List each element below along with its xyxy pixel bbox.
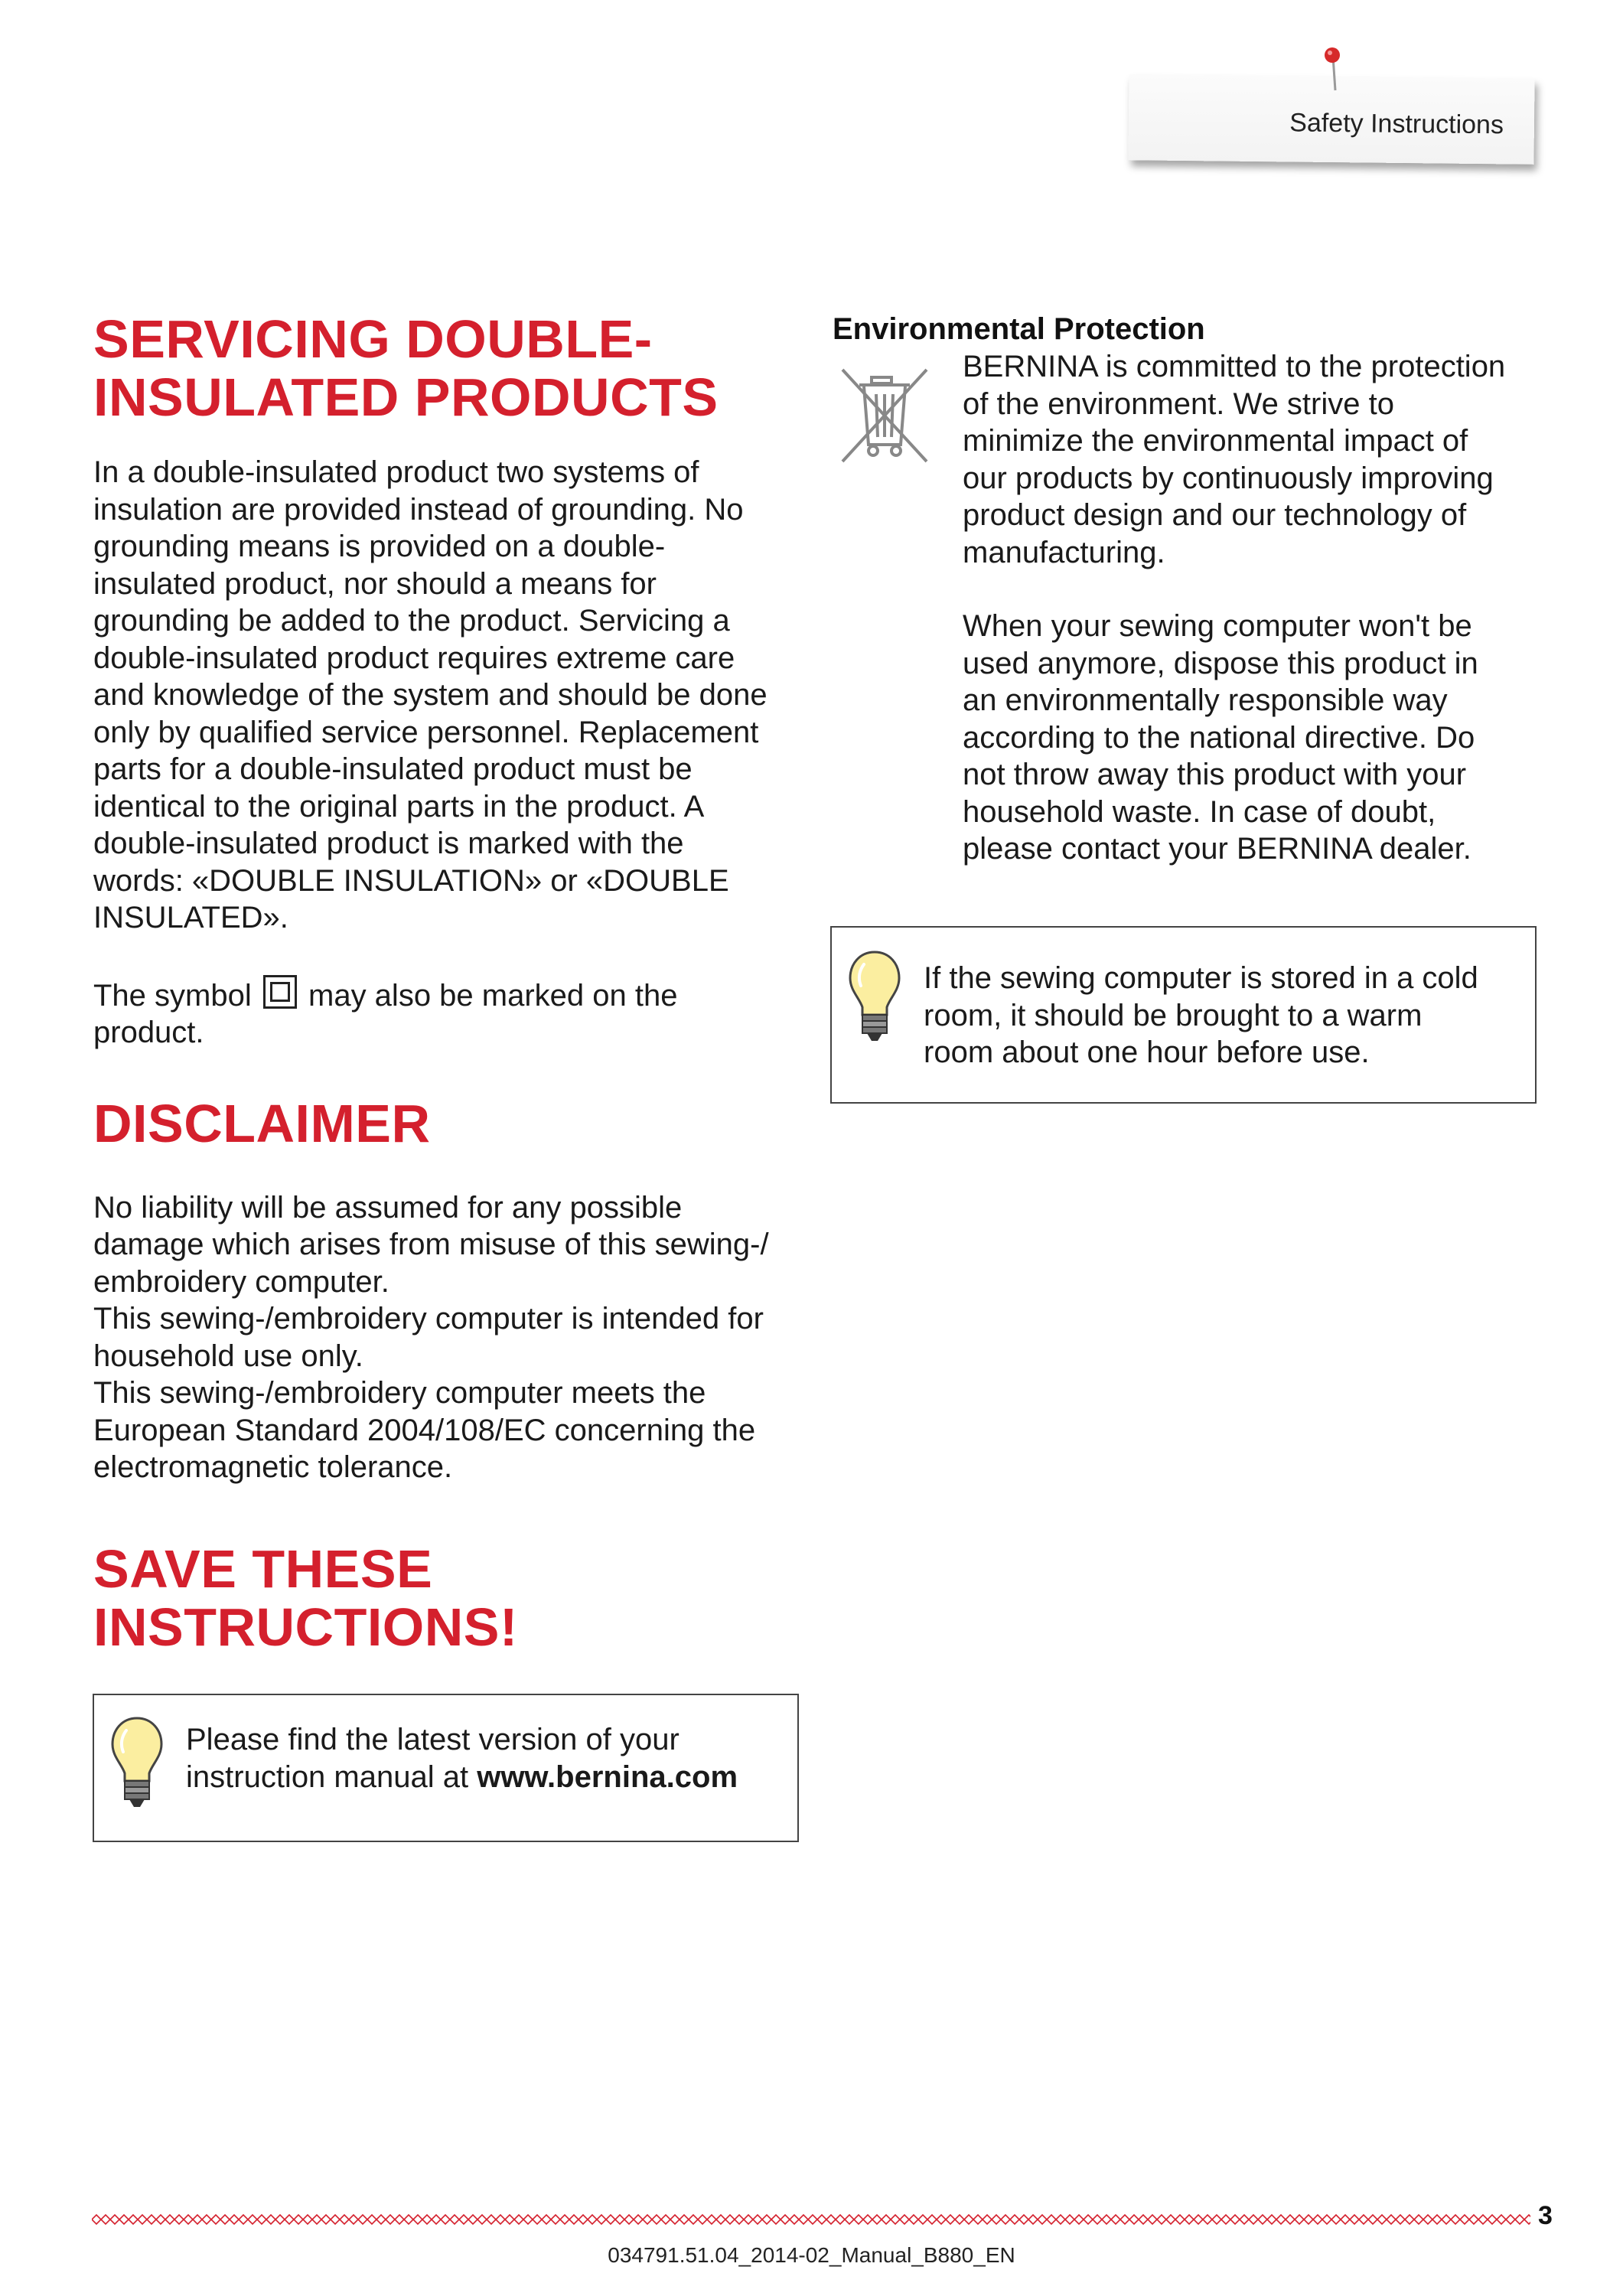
symbol-text-before: The symbol — [93, 978, 252, 1013]
environment-paragraph-1: BERNINA is committed to the protection of the environment. We strive to minimize the environmental impact of our products by continuously improving product design and our technology of manufacturing. — [963, 350, 1506, 569]
environment-paragraph-2: When your sewing computer won't be used anymore, dispose this product in an environmentally responsible way according to the national directive. Do not throw away this product with your household waste. In case of doubt, please contact your BERNINA dealer. — [963, 609, 1478, 866]
crossed-bin-icon — [836, 364, 936, 471]
left-column — [93, 310, 805, 1656]
disclaimer-body — [93, 1189, 805, 1486]
servicing-paragraph: In a double-insulated product two systems of insulation are provided instead of grounding. No grounding means is provided on a double- insulated product, nor should a means for grounding be added to the product. Servicing a double-insulated product requires extreme care and knowledge of the system and should be done only by qualified service personnel. Replacement parts for a double-insulated product must be identical to the original parts in the product. A double-insulated product is marked with the words: «DOUBLE INSULATION» or «DOUBLE INSULATED». — [93, 455, 768, 934]
page-number: 3 — [1538, 2201, 1553, 2230]
bernina-website-link[interactable]: www.bernina.com — [477, 1760, 738, 1794]
lightbulb-icon — [846, 947, 904, 1047]
disclaimer-paragraph: No liability will be assumed for any possible damage which arises from misuse of this sewing-/ embroidery computer. This sewing-/embroidery computer is intended for household use only. This sewing-/embroidery computer meets the European Standard 2004/108/EC concerning the electromagnetic tolerance. — [93, 1190, 769, 1484]
manual-tip-text — [186, 1721, 738, 1795]
manual-tip-box — [93, 1694, 799, 1842]
document-code: 034791.51.04_2014-02_Manual_B880_EN — [608, 2243, 1015, 2267]
servicing-heading: SERVICING DOUBLE- INSULATED PRODUCTS — [93, 309, 719, 427]
pushpin-icon — [1322, 46, 1345, 92]
servicing-body — [93, 454, 805, 937]
footer-decorative-rule — [92, 2210, 1530, 2229]
environment-heading: Environmental Protection — [833, 312, 1205, 346]
manual-tip-prefix: Please find the latest version of your instruction manual at — [186, 1723, 680, 1794]
right-column — [833, 312, 1537, 868]
symbol-text-end: product. — [93, 1016, 204, 1049]
lightbulb-icon — [108, 1714, 166, 1813]
symbol-note — [93, 975, 805, 1052]
double-insulation-icon — [263, 975, 297, 1009]
save-instructions-heading: SAVE THESE INSTRUCTIONS! — [93, 1538, 518, 1657]
disclaimer-heading: DISCLAIMER — [93, 1093, 431, 1153]
environment-content — [833, 348, 1537, 868]
environment-body-1 — [963, 348, 1537, 571]
section-tab-label: Safety Instructions — [1289, 108, 1504, 140]
cold-room-tip-text: If the sewing computer is stored in a cold room, it should be brought to a warm room about one hour before use. — [924, 961, 1478, 1069]
symbol-text-after: may also be marked on the — [308, 978, 678, 1013]
cold-room-tip-box — [830, 926, 1537, 1104]
environment-body-2 — [963, 608, 1537, 868]
